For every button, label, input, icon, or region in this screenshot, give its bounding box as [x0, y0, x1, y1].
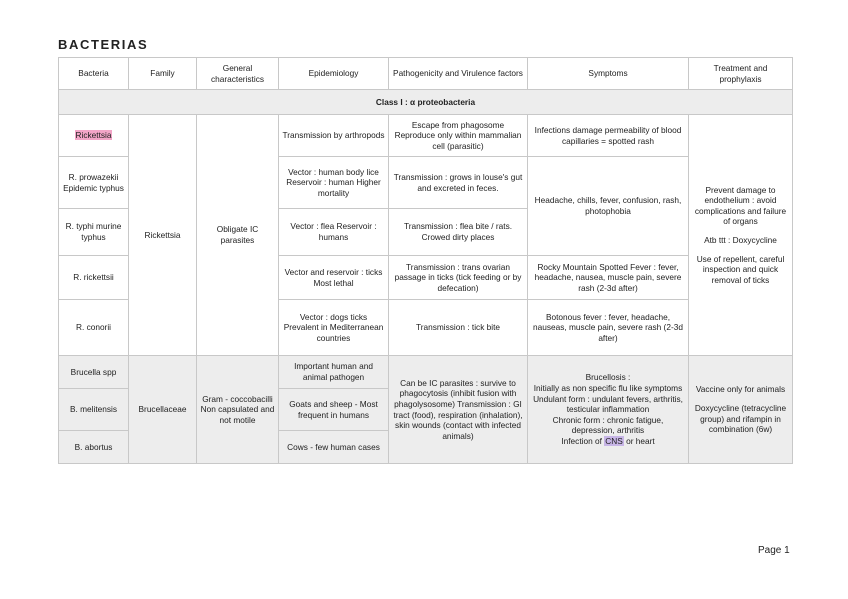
epidemiology-cell: Vector : human body lice Reservoir : human Higher mortality: [279, 157, 389, 209]
symptoms-cell: [528, 356, 689, 464]
class-name: α proteobacteria: [410, 96, 476, 107]
symptoms-cell: Rocky Mountain Spotted Fever : fever, headache, nausea, muscle pain, severe rash (2-3d after): [528, 256, 689, 300]
table-row: [59, 115, 793, 157]
page-number: Page 1: [758, 545, 790, 556]
treatment-line: Doxycycline (tetracycline group) and rifampin in combination (6w): [694, 402, 787, 435]
page-title: BACTERIAS: [58, 37, 149, 52]
treatment-cell: [689, 356, 793, 464]
pathogenicity-cell: Can be IC parasites : survive to phagocytosis (inhibit fusion with phagolysosome) Transmission : GI tract (food), respiration (inhalation), skin wounds (contact with infected animals): [389, 356, 528, 464]
general-cell: Obligate IC parasites: [197, 115, 279, 356]
symptoms-cell: Infections damage permeability of blood capillaries = spotted rash: [528, 115, 689, 157]
bacteria-cell: R. rickettsii: [59, 256, 129, 300]
pathogenicity-cell: Transmission : trans ovarian passage in ticks (tick feeding or by defecation): [389, 256, 528, 300]
symptoms-cell: Headache, chills, fever, confusion, rash, photophobia: [528, 157, 689, 256]
bacteria-cell: Brucella spp: [59, 356, 129, 389]
pathogenicity-cell: Transmission : flea bite / rats. Crowed dirty places: [389, 209, 528, 256]
cns-highlight: CNS: [605, 435, 623, 446]
symptoms-line: Undulant form : undulant fevers, arthritis, testicular inflammation: [533, 393, 683, 415]
header-symptoms: Symptoms: [528, 58, 689, 90]
epidemiology-cell: Goats and sheep - Most frequent in humans: [279, 389, 389, 431]
header-pathogenicity: Pathogenicity and Virulence factors: [389, 58, 528, 90]
treatment-line: Prevent damage to endothelium : avoid complications and failure of organs: [694, 184, 787, 227]
epidemiology-cell: Transmission by arthropods: [279, 115, 389, 157]
header-epidemiology: Epidemiology: [279, 58, 389, 90]
bacteria-cell: B. melitensis: [59, 389, 129, 431]
header-treatment: Treatment and prophylaxis: [689, 58, 793, 90]
symptoms-last-suffix: or heart: [626, 435, 655, 446]
symptoms-line: Chronic form : chronic fatigue, depression, arthritis: [552, 414, 664, 436]
bacteria-cell: [59, 115, 129, 157]
pathogenicity-cell: Transmission : tick bite: [389, 300, 528, 356]
pathogenicity-cell: Escape from phagosome Reproduce only within mammalian cell (parasitic): [389, 115, 528, 157]
treatment-line: Use of repellent, careful inspection and quick removal of ticks: [696, 253, 785, 285]
treatment-line: Atb ttt : Doxycycline: [704, 235, 777, 245]
bacteria-cell: R. typhi murine typhus: [59, 209, 129, 256]
treatment-cell: [689, 115, 793, 356]
epidemiology-cell: Vector : flea Reservoir : humans: [279, 209, 389, 256]
family-cell: Rickettsia: [129, 115, 197, 356]
epidemiology-cell: Vector and reservoir : ticks Most lethal: [279, 256, 389, 300]
general-cell: Gram - coccobacilli Non capsulated and not motile: [197, 356, 279, 464]
header-general: General characteristics: [197, 58, 279, 90]
class-row: [59, 90, 793, 115]
treatment-line: Vaccine only for animals: [695, 384, 786, 395]
epidemiology-cell: Cows - few human cases: [279, 431, 389, 464]
header-family: Family: [129, 58, 197, 90]
epidemiology-cell: Important human and animal pathogen: [279, 356, 389, 389]
symptoms-line: [531, 436, 685, 447]
pathogenicity-cell: Transmission : grows in louse's gut and excreted in feces.: [389, 157, 528, 209]
symptoms-line: Brucellosis :: [585, 372, 631, 383]
epidemiology-cell: Vector : dogs ticks Prevalent in Mediterranean countries: [279, 300, 389, 356]
bacteria-name-highlight: Rickettsia: [75, 130, 112, 141]
header-row: [59, 58, 793, 90]
bacteria-table: [58, 57, 793, 464]
bacteria-cell: R. prowazekii Epidemic typhus: [59, 157, 129, 209]
bacteria-cell: R. conorii: [59, 300, 129, 356]
symptoms-line: Initially as non specific flu like symptoms: [533, 383, 683, 394]
symptoms-cell: Botonous fever : fever, headache, nauseas, muscle pain, severe rash (2-3d after): [528, 300, 689, 356]
bacteria-cell: B. abortus: [59, 431, 129, 464]
header-bacteria: Bacteria: [59, 58, 129, 90]
class-prefix: Class I :: [375, 96, 408, 107]
family-cell: Brucellaceae: [129, 356, 197, 464]
symptoms-last-prefix: Infection of: [561, 435, 602, 446]
table-row: [59, 356, 793, 389]
class-heading: [59, 90, 793, 115]
